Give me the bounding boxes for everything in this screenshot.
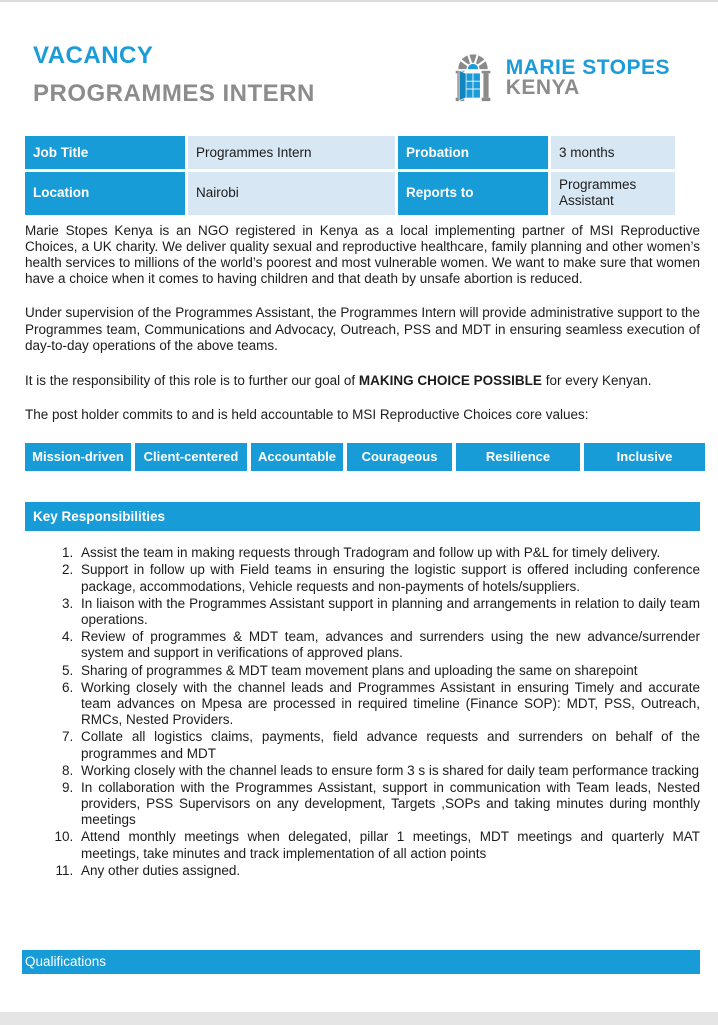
marie-stopes-kenya-logo <box>447 44 670 112</box>
responsibility-item: 2. Support in follow up with Field teams in ensuring the logistic support is offered including conference package, accommodations, Vehicle requests and non-payments of hotels/suppliers. <box>77 562 700 594</box>
logo-wordmark <box>505 55 670 100</box>
responsibility-item: 1. Assist the team in making requests through Tradogram and follow up with P&L for timely delivery. <box>77 545 700 561</box>
vacancy-title: VACANCY <box>33 42 154 69</box>
responsibility-item: 9. In collaboration with the Programmes Assistant, support in communication with Team leads, Nested providers, PSS Supervisors on any development, Targets ,SOPs and taking minutes during monthly meetings <box>77 780 700 829</box>
role-summary-paragraph: Under supervision of the Programmes Assistant, the Programmes Intern will provide administrative support to the Programmes team, Communications and Advocacy, Outreach, PSS and MDT in ensuring seamless execution of day-to-day operations of the above teams. <box>25 305 700 353</box>
job-info-table <box>25 136 700 214</box>
responsibility-item: 4. Review of programmes & MDT team, advances and surrenders using the new advance/surrender system and support in verifications of approved plans. <box>77 629 700 661</box>
job-title-value: Programmes Intern <box>188 136 395 169</box>
goal-paragraph <box>25 373 700 389</box>
position-title: PROGRAMMES INTERN <box>33 79 315 107</box>
title-block <box>33 42 315 109</box>
job-title-label: Job Title <box>25 136 185 169</box>
core-value-chip: Courageous <box>347 443 452 471</box>
core-values-intro: The post holder commits to and is held accountable to MSI Reproductive Choices core values: <box>25 407 589 423</box>
reports-to-value: Programmes Assistant <box>551 172 675 214</box>
key-responsibilities-list <box>25 545 700 879</box>
qualifications-header: Qualifications <box>22 950 700 974</box>
probation-label: Probation <box>398 136 548 169</box>
document-header <box>25 42 700 112</box>
logo-name-line1: MARIE STOPES <box>505 55 670 79</box>
qualifications-section <box>25 950 700 974</box>
logo-name-line2: KENYA <box>505 76 580 100</box>
page-top-edge <box>0 0 718 2</box>
page-bottom-edge <box>0 1012 718 1025</box>
core-value-chip: Client-centered <box>135 443 247 471</box>
responsibility-item: 10. Attend monthly meetings when delegated, pillar 1 meetings, MDT meetings and quarterly MAT meetings, take minutes and track implementation of all action points <box>77 829 700 861</box>
responsibility-item: 5. Sharing of programmes & MDT team movement plans and uploading the same on sharepoint <box>77 663 700 679</box>
core-value-chip: Inclusive <box>584 443 705 471</box>
responsibility-item: 3. In liaison with the Programmes Assistant support in planning and arrangements in relation to daily team operations. <box>77 596 700 628</box>
responsibility-item: 7. Collate all logistics claims, payments, field advance requests and surrenders on behalf of the programmes and MDT <box>77 729 700 761</box>
core-value-chip: Resilience <box>456 443 580 471</box>
responsibility-item: 6. Working closely with the channel leads and Programmes Assistant in ensuring Timely and accurate team advances on Mpesa are processed in required timeline (Finance SOP): MDT, PSS, Outreach, RMCs, Nested Providers. <box>77 680 700 729</box>
location-label: Location <box>25 172 185 214</box>
core-value-chip: Mission-driven <box>25 443 131 471</box>
responsibility-item: 8. Working closely with the channel leads to ensure form 3 s is shared for daily team performance tracking <box>77 763 700 779</box>
probation-value: 3 months <box>551 136 675 169</box>
core-value-chip: Accountable <box>251 443 343 471</box>
goal-text-bold: MAKING CHOICE POSSIBLE <box>358 372 542 388</box>
location-value: Nairobi <box>188 172 395 214</box>
key-responsibilities-header: Key Responsibilities <box>25 502 700 531</box>
responsibility-item: 11. Any other duties assigned. <box>77 863 700 879</box>
doorway-icon <box>447 44 499 112</box>
reports-to-label: Reports to <box>398 172 548 214</box>
goal-text-suffix: for every Kenyan. <box>541 372 652 388</box>
about-paragraph: Marie Stopes Kenya is an NGO registered in Kenya as a local implementing partner of MSI Reproductive Choices, a UK charity. We deliver quality sexual and reproductive healthcare, family planning and other women’s health services to millions of the world’s poorest and most vulnerable women. We want to make sure that women have a choice when it comes to having children and that death by unsafe abortion is reduced. <box>25 222 700 287</box>
goal-text-prefix: It is the responsibility of this role is to further our goal of <box>25 372 359 388</box>
core-values-row <box>25 443 705 471</box>
